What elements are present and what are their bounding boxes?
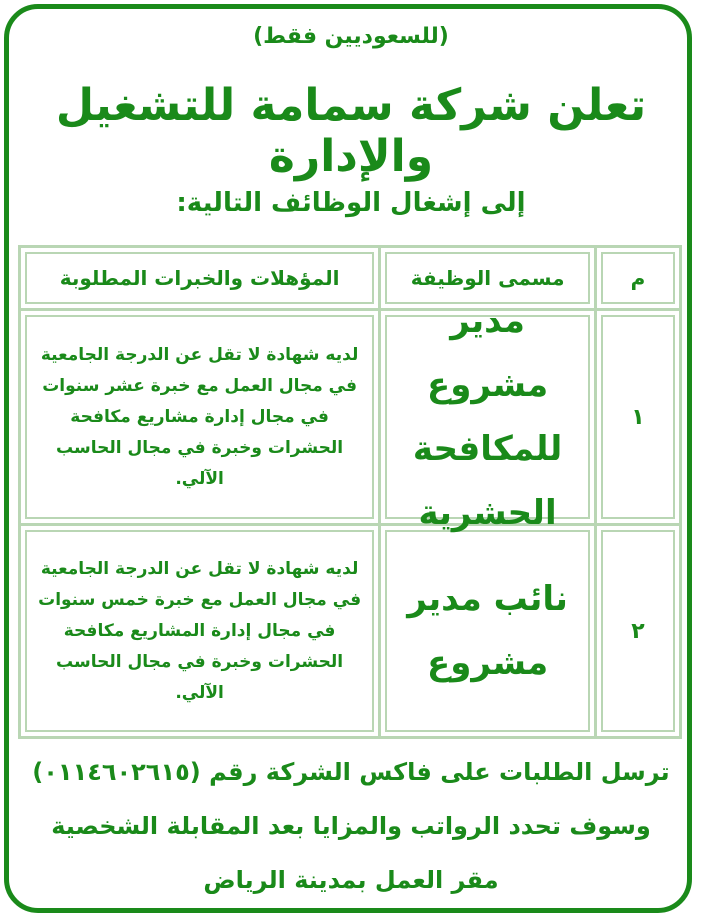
row-2-qual-cell (20, 525, 380, 738)
header-qualifications-label: المؤهلات والخبرات المطلوبة (59, 266, 340, 290)
row-2-number: ٢ (631, 618, 645, 644)
jobs-table (18, 245, 682, 739)
header-number-label: م (630, 266, 646, 290)
footer-location-line: مقر العمل بمدينة الرياض (203, 866, 499, 894)
ad-headline: تعلن شركة سمامة للتشغيل والإدارة (55, 80, 647, 182)
ad-subtitle: إلى إشغال الوظائف التالية: (176, 188, 526, 218)
table-row (20, 310, 681, 525)
table-header-row (20, 247, 681, 310)
row-2-qual-box (25, 530, 374, 732)
header-cell-qualifications (20, 247, 380, 310)
footer-fax-line: ترسل الطلبات على فاكس الشركة رقم (٠١١٤٦٠٢٦١٥) (32, 758, 670, 786)
row-2-number-cell (595, 525, 680, 738)
footer-salary-line: وسوف تحدد الرواتب والمزايا بعد المقابلة الشخصية (51, 812, 651, 840)
header-number-box (601, 252, 675, 304)
row-1-number-box (601, 315, 675, 519)
row-2-title-cell (380, 525, 596, 738)
row-2-number-box (601, 530, 675, 732)
row-1-number-cell (595, 310, 680, 525)
table-row (20, 525, 681, 738)
row-1-qual-box (25, 315, 374, 519)
row-2-title-box (385, 530, 590, 732)
row-1-qualifications: لديه شهادة لا تقل عن الدرجة الجامعية في مجال العمل مع خبرة عشر سنوات في مجال إدارة مشاريع مكافحة الحشرات وخبرة في مجال الحاسب الآلي. (40, 344, 359, 489)
row-2-job-title: نائب مدير مشروع (407, 579, 568, 683)
header-qualifications-box (25, 252, 374, 304)
eligibility-note: (للسعوديين فقط) (253, 24, 449, 49)
row-1-title-box (385, 301, 590, 533)
row-1-job-title: مدير مشروع للمكافحة الحشرية (412, 301, 563, 533)
header-cell-number (595, 247, 680, 310)
row-1-title-cell (380, 301, 596, 533)
row-1-number: ١ (631, 404, 645, 430)
header-job-title-label: مسمى الوظيفة (410, 266, 565, 290)
row-2-qualifications: لديه شهادة لا تقل عن الدرجة الجامعية في مجال العمل مع خبرة خمس سنوات في مجال إدارة المشاريع مكافحة الحشرات وخبرة في مجال الحاسب الآلي. (38, 558, 362, 703)
row-1-qual-cell (20, 310, 380, 525)
